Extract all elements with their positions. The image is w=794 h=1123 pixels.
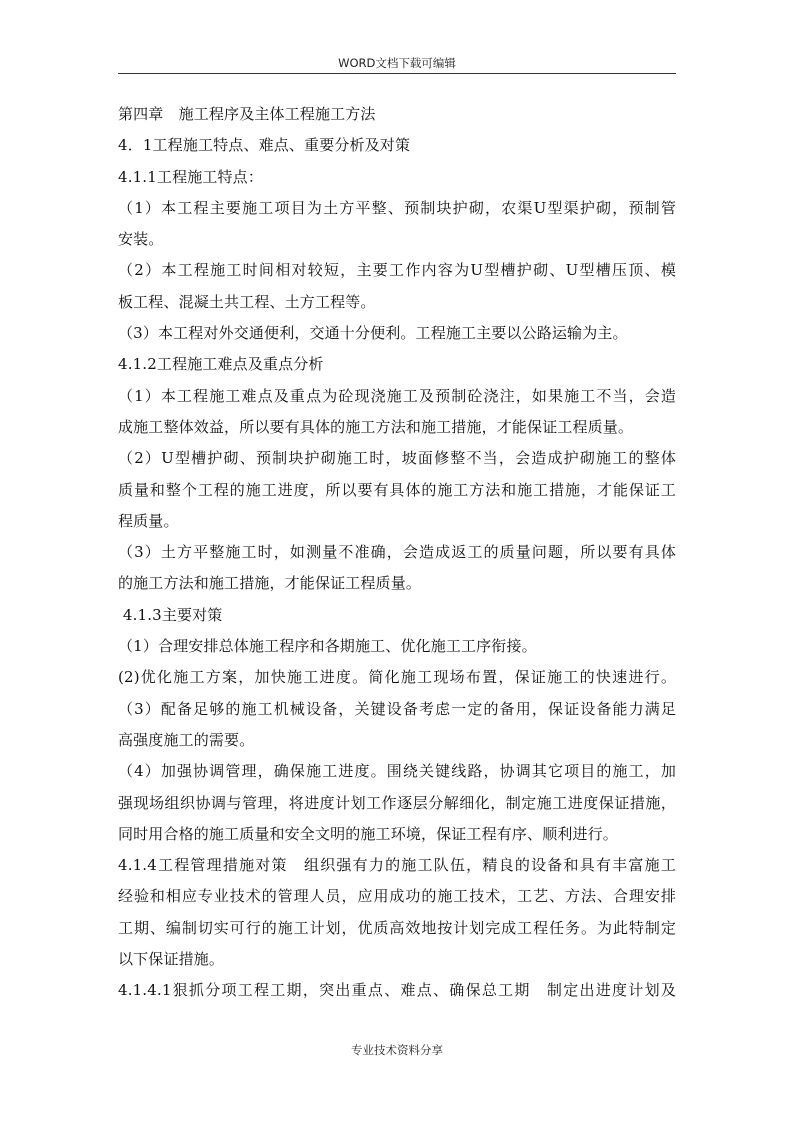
text-line: 板工程、混凝土共工程、土方工程等。 bbox=[118, 292, 376, 311]
subsection-heading: 4.1.4工程管理措施对策 组织强有力的施工队伍，精良的设备和具有丰富施工 bbox=[118, 856, 676, 875]
text-line: 以下保证措施。 bbox=[118, 950, 225, 969]
text-line: （4）加强协调管理，确保施工进度。围绕关键线路，协调其它项目的施工，加 bbox=[118, 762, 676, 781]
subsection-heading: 4.1.2工程施工难点及重点分析 bbox=[118, 355, 324, 374]
text-line: （1）合理安排总体施工程序和各期施工、优化施工工序衔接。 bbox=[118, 637, 537, 656]
text-line: (2)优化施工方案，加快施工进度。简化施工现场布置，保证施工的快速进行。 bbox=[118, 668, 676, 687]
text-line: 成施工整体效益，所以要有具体的施工方法和施工措施，才能保证工程质量。 bbox=[118, 417, 634, 436]
text-line: （2）本工程施工时间相对较短，主要工作内容为U型槽护砌、U型槽压顶、模 bbox=[118, 261, 676, 280]
text-line: （1）本工程主要施工项目为土方平整、预制块护砌，农渠U型渠护砌，预制管 bbox=[118, 198, 676, 217]
text-line: 同时用合格的施工质量和安全文明的施工环境，保证工程有序、顺利进行。 bbox=[118, 824, 618, 843]
text-line: （3）土方平整施工时，如测量不准确，会造成返工的质量问题，所以要有具体 bbox=[118, 543, 676, 562]
text-line: （1）本工程施工难点及重点为砼现浇施工及预制砼浇注，如果施工不当，会造 bbox=[118, 386, 676, 405]
text-line: （3）配备足够的施工机械设备，关键设备考虑一定的备用，保证设备能力满足 bbox=[118, 699, 676, 718]
header-divider bbox=[118, 73, 676, 74]
subsection-heading: 4.1.3主要对策 bbox=[118, 605, 223, 624]
text-line: 程质量。 bbox=[118, 511, 179, 530]
text-line: 安装。 bbox=[118, 230, 164, 249]
subsection-heading: 4.1.4.1狠抓分项工程工期，突出重点、难点、确保总工期 制定出进度计划及 bbox=[118, 981, 676, 1000]
text-line: （3）本工程对外交通便利，交通十分便利。工程施工主要以公路运输为主。 bbox=[118, 324, 628, 343]
document-body bbox=[118, 99, 676, 1007]
text-line: 高强度施工的需要。 bbox=[118, 730, 255, 749]
section-heading: 4．1工程施工特点、难点、重要分析及对策 bbox=[118, 136, 411, 155]
subsection-heading: 4.1.1工程施工特点： bbox=[118, 167, 263, 186]
page-header: WORD文档下载可编辑 bbox=[338, 56, 456, 70]
text-line: 质量和整个工程的施工进度，所以要有具体的施工方法和施工措施，才能保证工 bbox=[118, 480, 676, 499]
text-line: 经验和相应专业技术的管理人员，应用成功的施工技术，工艺、方法、合理安排 bbox=[118, 887, 676, 906]
text-line: （2）U型槽护砌、预制块护砌施工时，坡面修整不当，会造成护砌施工的整体 bbox=[118, 449, 676, 468]
text-line: 强现场组织协调与管理，将进度计划工作逐层分解细化，制定施工进度保证措施， bbox=[118, 793, 676, 812]
page-footer: 专业技术资料分享 bbox=[351, 1043, 443, 1057]
text-line: 工期、编制切实可行的施工计划，优质高效地按计划完成工程任务。为此特制定 bbox=[118, 918, 676, 937]
chapter-title: 第四章 施工程序及主体工程施工方法 bbox=[118, 105, 376, 123]
text-line: 的施工方法和施工措施，才能保证工程质量。 bbox=[118, 574, 422, 593]
